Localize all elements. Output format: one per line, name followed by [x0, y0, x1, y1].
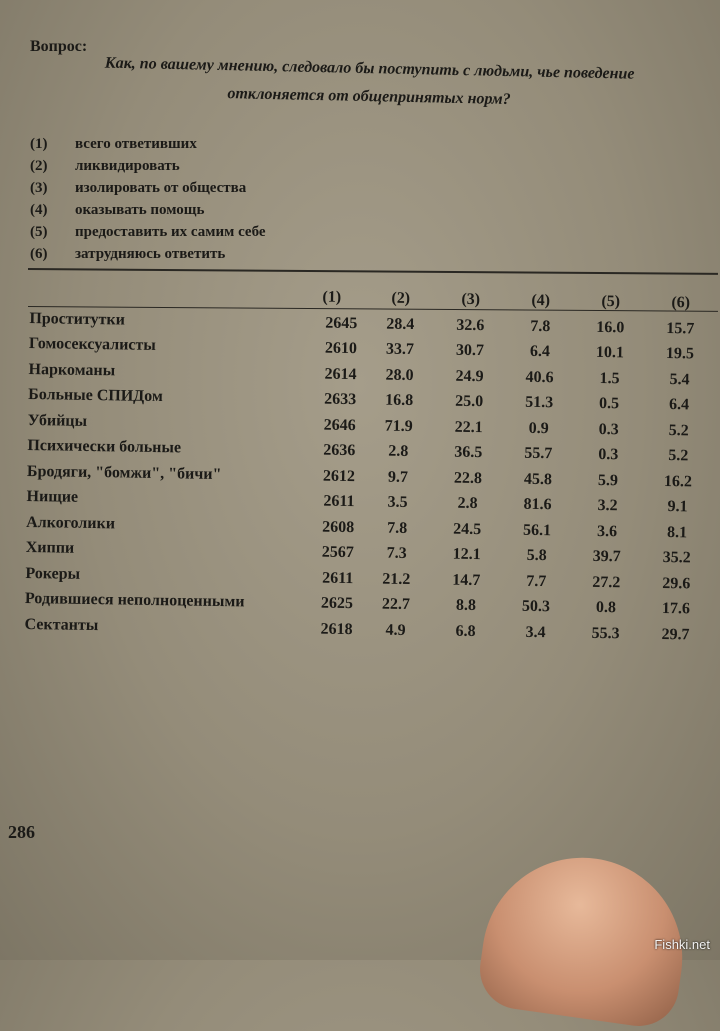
legend-number: (5)	[30, 224, 48, 240]
legend-item	[30, 155, 266, 177]
table-cell: 39.7	[592, 548, 621, 566]
table-cell: 25.0	[455, 392, 484, 411]
table-cell: 2611	[322, 569, 354, 587]
table-cell: 40.6	[525, 368, 554, 386]
table-top-rule	[28, 268, 718, 275]
table-cell: 2567	[321, 543, 354, 562]
table-cell: 27.2	[592, 573, 621, 592]
table-cell: 5.2	[668, 421, 689, 440]
table-cell: 22.8	[453, 469, 483, 487]
question-line-2: отклоняется от общепринятых норм?	[227, 85, 511, 109]
table-cell: 21.2	[382, 570, 411, 588]
legend-item	[30, 221, 266, 243]
table-cell: 5.4	[669, 370, 690, 389]
table-cell: 81.6	[523, 496, 552, 514]
table-cell: 4.9	[385, 621, 406, 639]
table-cell: 36.5	[454, 443, 483, 462]
table-cell: 9.7	[387, 468, 409, 486]
table-cell: 6.4	[668, 396, 690, 414]
table-body	[24, 306, 715, 648]
row-label: Хиппи	[25, 539, 75, 557]
row-label: Рокеры	[25, 564, 81, 583]
table-cell: 71.9	[384, 417, 413, 435]
legend-text: изолировать от общества	[75, 180, 247, 196]
table-cell: 1.5	[599, 369, 620, 388]
table-cell: 22.1	[454, 418, 483, 436]
column-header: (6)	[671, 294, 691, 312]
table-cell: 3.5	[387, 493, 408, 512]
table-cell: 22.7	[381, 595, 411, 614]
table-cell: 6.4	[529, 343, 551, 361]
legend-number: (2)	[30, 158, 48, 174]
survey-table	[24, 280, 716, 648]
column-header: (4)	[531, 291, 551, 310]
legend-item	[30, 133, 266, 155]
table-cell: 3.2	[597, 497, 618, 515]
row-label: Наркоманы	[28, 360, 116, 380]
row-label: Бродяги, "бомжи", "бичи"	[26, 462, 222, 483]
table-cell: 2633	[324, 390, 357, 409]
legend-item	[30, 177, 266, 199]
table-cell: 15.7	[666, 319, 695, 338]
legend-number: (3)	[30, 180, 48, 196]
row-label: Родившиеся неполноценными	[24, 590, 245, 611]
legend-text: всего ответивших	[75, 136, 197, 152]
table-cell: 29.7	[661, 625, 690, 644]
table-cell: 2614	[324, 365, 357, 383]
table-cell: 19.5	[665, 345, 695, 363]
legend-number: (6)	[30, 246, 48, 262]
answer-legend	[30, 133, 266, 265]
question-text	[29, 48, 710, 118]
table-cell: 3.4	[525, 623, 546, 641]
table-cell: 10.1	[595, 344, 625, 362]
table-cell: 51.3	[525, 394, 554, 412]
table-cell: 2618	[320, 620, 353, 638]
row-label: Нищие	[26, 488, 79, 507]
table-cell: 35.2	[662, 549, 691, 567]
watermark: Fishki.net	[654, 937, 710, 952]
table-cell: 2645	[325, 314, 358, 332]
question-label: Вопрос:	[30, 38, 88, 55]
column-header: (2)	[391, 289, 411, 307]
table-cell: 2625	[320, 594, 354, 613]
table-cell: 7.7	[526, 572, 547, 590]
table-cell: 29.6	[662, 574, 691, 593]
table-cell: 16.2	[663, 472, 693, 491]
table-cell: 0.3	[598, 446, 619, 464]
table-cell: 17.6	[661, 600, 691, 618]
row-label: Сектанты	[24, 615, 99, 634]
table-cell: 45.8	[523, 470, 553, 488]
table-cell: 56.1	[523, 521, 552, 539]
table-cell: 50.3	[521, 598, 551, 616]
row-label: Гомосексуалисты	[28, 335, 156, 355]
row-label: Убийцы	[27, 411, 88, 430]
table-cell: 2611	[323, 492, 355, 511]
legend-number: (4)	[30, 202, 48, 218]
legend-item	[30, 199, 266, 221]
table-cell: 2610	[324, 339, 358, 358]
table-cell: 8.8	[455, 596, 477, 615]
table-cell: 28.0	[385, 366, 414, 384]
table-cell: 2608	[322, 518, 355, 536]
table-cell: 24.9	[455, 367, 484, 385]
table-cell: 2646	[323, 416, 356, 434]
table-cell: 2636	[323, 441, 356, 460]
table-cell: 12.1	[452, 545, 481, 564]
table-cell: 16.0	[596, 318, 625, 337]
table-cell: 55.7	[524, 445, 553, 463]
table-cell: 8.1	[666, 523, 688, 542]
page-number: 286	[8, 822, 35, 842]
legend-item	[30, 243, 266, 265]
table-cell: 16.8	[385, 391, 414, 410]
table-cell: 5.9	[597, 471, 619, 490]
legend-text: оказывать помощь	[75, 202, 205, 218]
table-cell: 14.7	[452, 571, 481, 589]
legend-text: затрудняюсь ответить	[75, 246, 226, 262]
table-cell: 28.4	[386, 315, 415, 333]
table-cell: 2.8	[388, 442, 409, 461]
table-cell: 0.9	[528, 419, 549, 437]
legend-text: предоставить их самим себе	[75, 224, 266, 240]
table-cell: 7.3	[386, 544, 407, 563]
table-cell: 2612	[322, 467, 356, 485]
legend-text: ликвидировать	[75, 158, 180, 174]
row-label: Алкоголики	[26, 513, 116, 533]
table-cell: 0.5	[598, 395, 620, 413]
table-cell: 6.8	[455, 622, 476, 640]
table-cell: 7.8	[530, 317, 551, 335]
row-label: Проститутки	[29, 309, 125, 329]
table-cell: 24.5	[453, 520, 482, 538]
table-cell: 33.7	[385, 340, 415, 359]
table-cell: 55.3	[591, 624, 620, 643]
row-label: Психически больные	[27, 437, 182, 457]
table-cell: 0.3	[598, 420, 619, 439]
table-cell: 3.6	[596, 522, 618, 541]
question-line-1: Как, по вашему мнению, следовало бы поступить с людьми, чье поведение	[104, 54, 635, 83]
table-cell: 9.1	[667, 498, 688, 516]
row-label: Больные СПИДом	[28, 386, 163, 406]
column-header: (1)	[322, 288, 342, 306]
table-cell: 5.2	[668, 447, 689, 465]
legend-number: (1)	[30, 136, 48, 152]
table-cell: 7.8	[387, 519, 408, 537]
table-cell: 32.6	[456, 316, 485, 334]
table-cell: 2.8	[457, 494, 478, 513]
column-header: (3)	[461, 290, 481, 309]
table-cell: 5.8	[526, 547, 547, 565]
column-header: (5)	[601, 292, 621, 311]
table-cell: 0.8	[595, 599, 617, 617]
table-cell: 30.7	[455, 341, 485, 360]
